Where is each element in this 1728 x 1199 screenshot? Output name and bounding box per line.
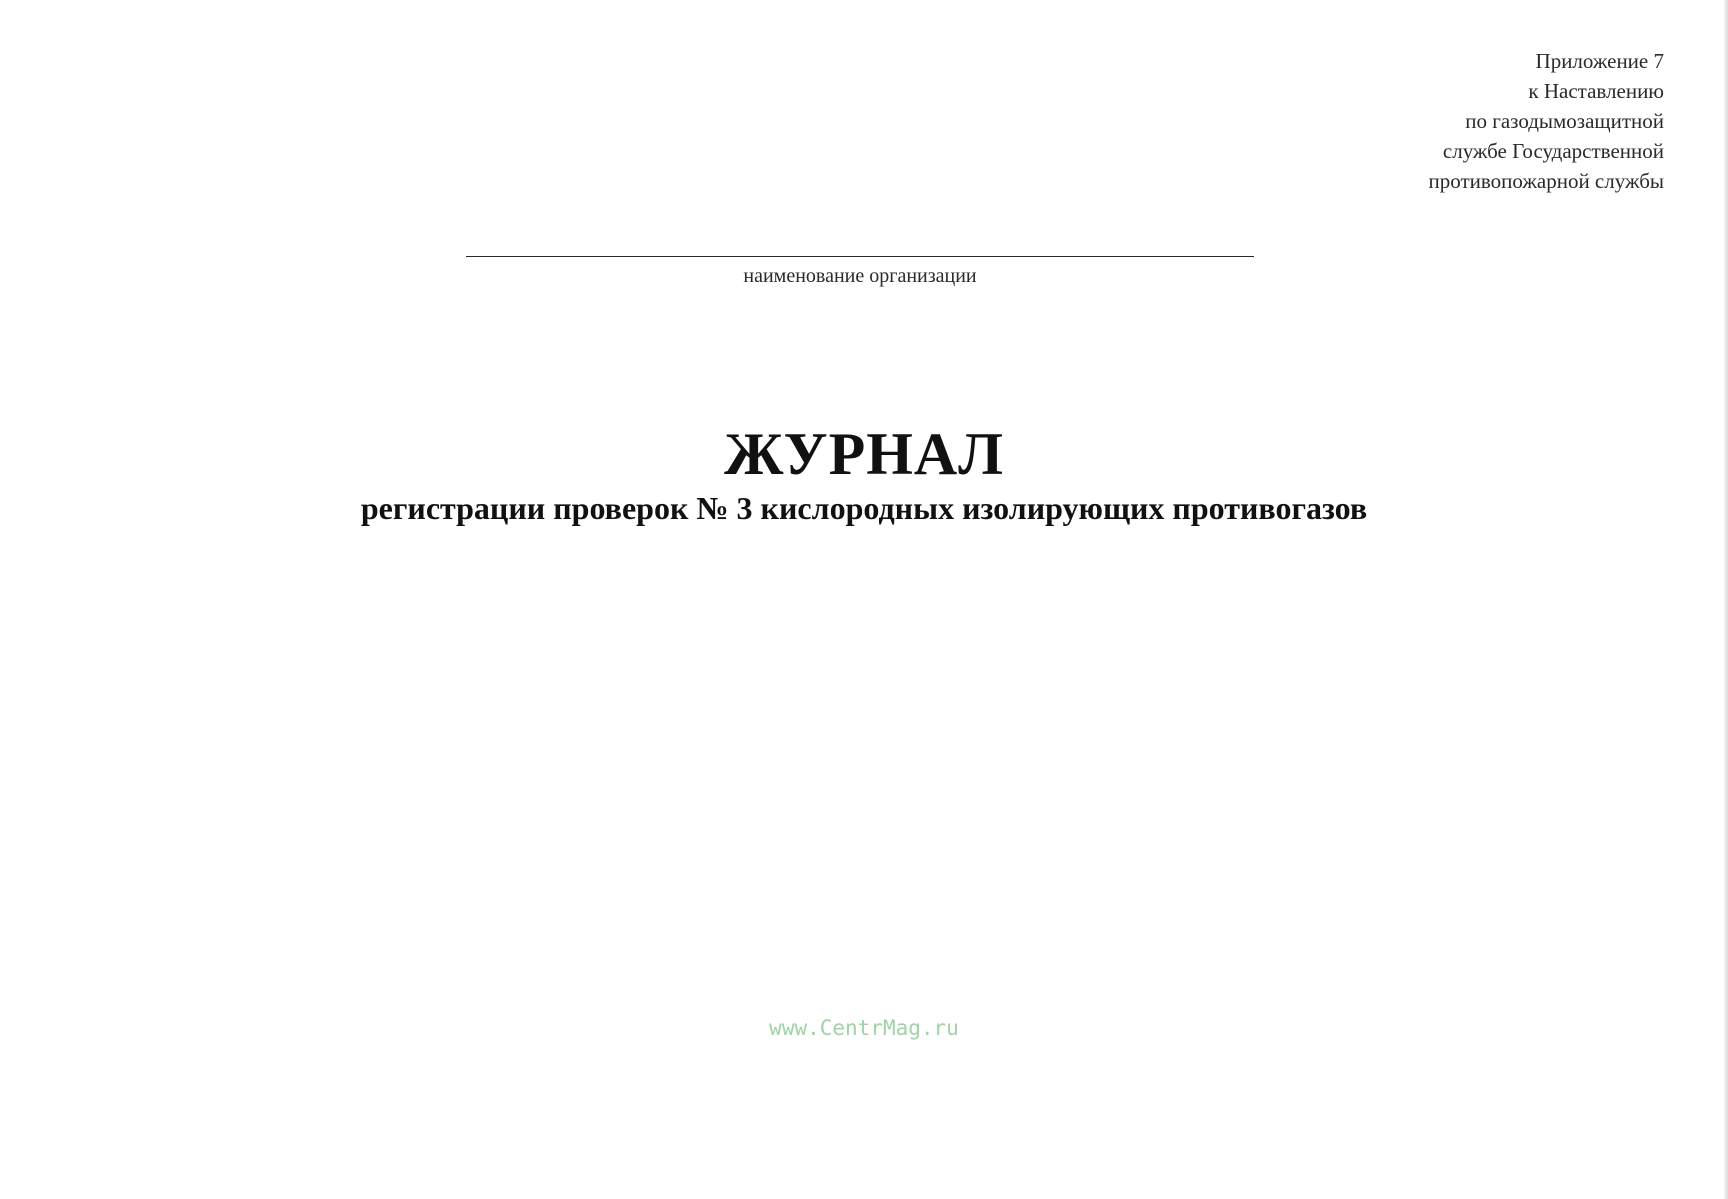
document-subtitle: регистрации проверок № 3 кислородных изолирующих противогазов [360,490,1368,526]
appendix-line: по газодымозащитной [1465,109,1664,133]
organization-caption: наименование организации [743,265,977,287]
appendix-note [1304,46,1664,196]
organization-underline [466,256,1254,257]
appendix-line: службе Государственной [1442,139,1664,163]
appendix-line: противопожарной службы [1428,169,1664,193]
appendix-line: к Наставлению [1528,79,1664,103]
organization-field [466,256,1254,288]
document-title: ЖУРНАЛ [724,421,1004,487]
appendix-line: Приложение 7 [1535,49,1664,73]
watermark: www.CentrMag.ru [769,1016,959,1040]
